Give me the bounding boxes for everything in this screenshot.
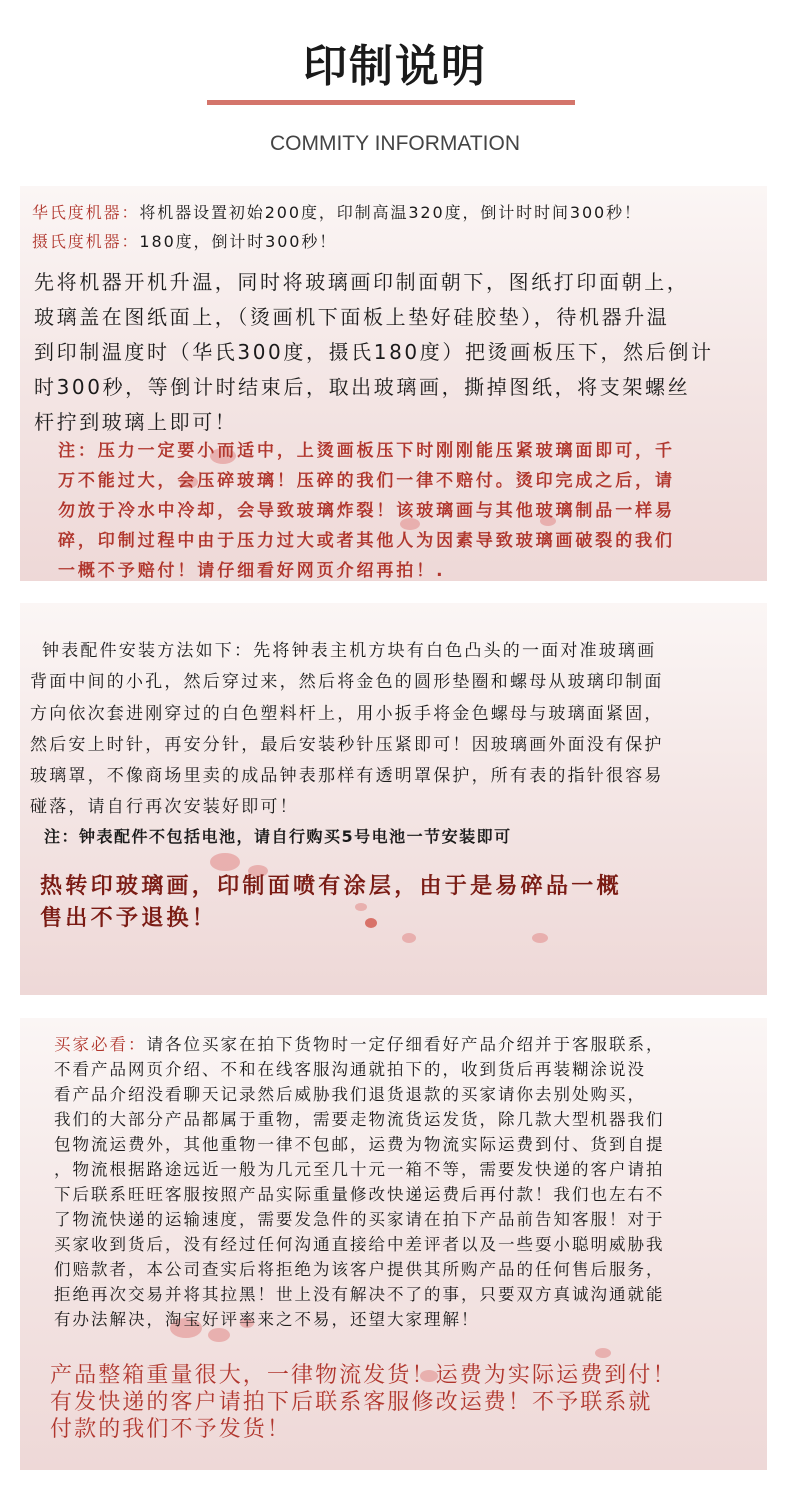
fahrenheit-text: 将机器设置初始200度，印制高温320度，倒计时时间300秒！: [139, 203, 642, 222]
body-line: 有办法解决，淘宝好评率来之不易，还望大家理解！: [54, 1310, 480, 1329]
body-line: 然后安上时针，再安分针，最后安装秒针压紧即可！因玻璃画外面没有保护: [30, 735, 664, 755]
body-line: 包物流运费外，其他重物一律不包邮，运费为物流实际运费到付、货到自提: [54, 1135, 665, 1154]
petal-decoration: [402, 933, 416, 943]
note-line: 注：压力一定要小而适中，上烫画板压下时刚刚能压紧玻璃面即可，千: [58, 441, 675, 461]
body-line: 了物流快递的运输速度，需要发急件的买家请在拍下产品前告知客服！对于: [54, 1210, 665, 1229]
body-line: 玻璃盖在图纸面上，（烫画机下面板上垫好硅胶垫），待机器升温: [34, 305, 670, 329]
title-underline: [207, 100, 575, 105]
body-line: 买家收到货后，没有经过任何沟通直接给中差评者以及一些耍小聪明威胁我: [54, 1235, 665, 1254]
warning-line: 热转印玻璃画，印制面喷有涂层，由于是易碎品一概: [40, 874, 622, 899]
note-line: 一概不予赔付！请仔细看好网页介绍再拍！.: [58, 561, 446, 581]
body-line: 到印制温度时（华氏300度，摄氏180度）把烫画板压下，然后倒计: [34, 340, 714, 364]
warning-line: 有发快递的客户请拍下后联系客服修改运费！不予联系就: [50, 1390, 653, 1415]
page-subtitle: COMMITY INFORMATION: [269, 132, 521, 155]
body-line: 我们的大部分产品都属于重物，需要走物流货运发货，除几款大型机器我们: [54, 1110, 665, 1129]
body-line: 不看产品网页介绍、不和在线客服沟通就拍下的，收到货后再装糊涂说没: [54, 1060, 646, 1079]
note-line: 勿放于冷水中冷却，会导致玻璃炸裂！该玻璃画与其他玻璃制品一样易: [58, 501, 675, 521]
fahrenheit-line: [32, 200, 642, 223]
body-line: 杆拧到玻璃上即可！: [34, 410, 238, 434]
page-title: 印制说明: [303, 41, 487, 92]
note-line: 万不能过大，会压碎玻璃！压碎的我们一律不赔付。烫印完成之后，请: [58, 471, 675, 491]
warning-line: 产品整箱重量很大，一律物流发货！运费为实际运费到付！: [50, 1363, 677, 1388]
body-line: 拒绝再次交易并将其拉黑！世上没有解决不了的事，只要双方真诚沟通就能: [54, 1285, 665, 1304]
body-line: 时300秒，等倒计时结束后，取出玻璃画，撕掉图纸，将支架螺丝: [34, 375, 691, 399]
printing-instructions-panel: [20, 186, 767, 581]
buyer-notice-panel: [20, 1018, 767, 1470]
celsius-label: 摄氏度机器：: [32, 232, 140, 251]
clock-installation-panel: [20, 603, 767, 995]
warning-line: 售出不予退换！: [40, 906, 218, 931]
body-line: ，物流根据路途远近一般为几元至几十元一箱不等，需要发快递的客户请拍: [54, 1160, 665, 1179]
note-line: 碎，印制过程中由于压力过大或者其他人为因素导致玻璃画破裂的我们: [58, 531, 675, 551]
body-line: 先将机器开机升温，同时将玻璃画印制面朝下，图纸打印面朝上，: [34, 270, 690, 294]
body-line: 钟表配件安装方法如下：先将钟表主机方块有白色凸头的一面对准玻璃画: [42, 641, 657, 661]
celsius-text: 180度，倒计时300秒！: [139, 232, 338, 251]
celsius-line: [32, 229, 337, 252]
body-line: 们赔款者，本公司查实后将拒绝为该客户提供其所购产品的任何售后服务，: [54, 1260, 665, 1279]
body-line: 看产品介绍没看聊天记录然后威胁我们退货退款的买家请你去别处购买，: [54, 1085, 646, 1104]
petal-decoration: [355, 903, 367, 911]
battery-note: 注：钟表配件不包括电池，请自行购买5号电池一节安装即可: [44, 827, 512, 846]
buyer-notice-label: 买家必看：: [54, 1035, 147, 1054]
body-line: 下后联系旺旺客服按照产品实际重量修改快递运费后再付款！我们也左右不: [54, 1185, 665, 1204]
body-line: 玻璃罩，不像商场里卖的成品钟表那样有透明罩保护，所有表的指针很容易: [30, 766, 664, 786]
buyer-notice-first-line: [54, 1031, 665, 1055]
warning-line: 付款的我们不予发货！: [50, 1417, 292, 1442]
petal-decoration: [208, 1328, 230, 1342]
body-line: 方向依次套进刚穿过的白色塑料杆上，用小扳手将金色螺母与玻璃面紧固，: [30, 704, 664, 724]
body-line: 碰落，请自行再次安装好即可！: [30, 797, 299, 817]
petal-decoration: [595, 1348, 611, 1358]
body-line: 背面中间的小孔，然后穿过来，然后将金色的圆形垫圈和螺母从玻璃印制面: [30, 672, 664, 692]
petal-decoration: [532, 933, 548, 943]
fahrenheit-label: 华氏度机器：: [32, 203, 140, 222]
petal-decoration: [365, 918, 377, 928]
buyer-notice-first-text: 请各位买家在拍下货物时一定仔细看好产品介绍并于客服联系，: [146, 1035, 665, 1054]
